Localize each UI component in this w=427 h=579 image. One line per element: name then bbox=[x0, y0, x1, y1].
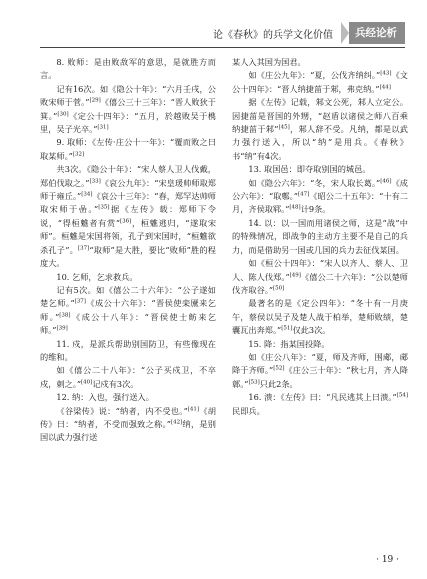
body-columns bbox=[40, 56, 408, 548]
paragraph-text: 《文公十四年》：“晋人纳捷菑于邾，弗克纳。” bbox=[232, 70, 408, 94]
footnote-ref: [46] bbox=[380, 177, 392, 184]
paragraph bbox=[232, 177, 408, 217]
footnote-ref: [39] bbox=[56, 325, 68, 332]
paragraph-text: 只此2条。 bbox=[259, 378, 298, 389]
paragraph-text: 《庄公三十年》：“秋七月，齐人降鄣。” bbox=[232, 365, 408, 389]
paragraph-text: 如《庄公九年》：“夏，公伐齐纳纠。” bbox=[248, 70, 381, 81]
footnote-ref: [43] bbox=[380, 70, 392, 77]
paragraph-text: 12. 纳：入也，强行送入。 bbox=[56, 392, 154, 403]
paragraph-text: 某人入其国为国君。 bbox=[232, 57, 306, 67]
paragraph bbox=[232, 96, 408, 163]
paragraph bbox=[40, 136, 216, 163]
paragraph-text: ，邾人辞不受。凡纳，都是以武力强行送入，所以“纳”是用兵。《春秋》书“纳”有4次。 bbox=[232, 124, 408, 161]
paragraph bbox=[232, 351, 408, 391]
paragraph-text: 如《隐公六年》：“冬，宋人取长葛。” bbox=[248, 177, 381, 188]
paragraph-text: 民即兵。 bbox=[232, 405, 265, 416]
paragraph bbox=[40, 364, 216, 391]
header-rule bbox=[40, 47, 405, 48]
running-title: 论《春秋》的兵学文化价值 bbox=[213, 29, 333, 41]
footnote-ref: [49] bbox=[289, 271, 301, 278]
footnote-ref: [54] bbox=[396, 392, 408, 399]
paragraph-text: 据《左传》记载，邾文公死，邾人立定公。因捷菑是晋国的外甥，“赵盾以诸侯之师八百乘纳捷菑于邾” bbox=[232, 97, 408, 135]
paragraph bbox=[40, 163, 216, 270]
footnote-ref: [31] bbox=[97, 124, 109, 131]
paragraph-text: 《哀公十三年》：“春，郑罕达帅师取宋师于嵒。” bbox=[40, 191, 216, 215]
paragraph-text: 仅此3次。 bbox=[292, 325, 331, 336]
paragraph-text: 如《桓公十四年》：“宋人以齐人、蔡人、卫人、陈人伐郑。” bbox=[232, 258, 408, 282]
paragraph bbox=[40, 83, 216, 137]
footnote-ref: [32] bbox=[72, 151, 85, 158]
paragraph-text: 10. 乞师，乞求救兵。 bbox=[56, 271, 138, 282]
paragraph-text: 据《左传》载：郑师下令说，“得桓魋者有赏” bbox=[40, 204, 216, 228]
paragraph-text: 《成公十六年》：“晋侯使栾黡来乞师。” bbox=[40, 298, 216, 322]
paragraph-text: 《成公六年》：“取鄟。” bbox=[232, 177, 408, 202]
paragraph bbox=[232, 257, 408, 297]
paragraph bbox=[232, 391, 408, 418]
footnote-ref: [34] bbox=[81, 191, 93, 198]
paragraph-text: “取师”是大胜，要比“败师”胜的程度大。 bbox=[40, 244, 216, 269]
paragraph-text: 11. 戍，是派兵帮助别国防卫，有些像现在的维和。 bbox=[40, 338, 216, 362]
paragraph-text: 15. 降：指某国投降。 bbox=[248, 338, 330, 349]
footnote-ref: [40] bbox=[81, 379, 93, 386]
paragraph bbox=[232, 297, 408, 337]
paragraph-text: 8. 败师：是由败敌军的意思，是就胜方而言。 bbox=[40, 57, 216, 81]
footnote-ref: [44] bbox=[379, 84, 391, 91]
paragraph bbox=[232, 163, 408, 176]
paragraph bbox=[232, 56, 408, 69]
paragraph-text: 如《僖公二十八年》：“公子买戍卫，不卒戍，刺之。” bbox=[40, 365, 216, 389]
paragraph-text: 13. 取国邑：即夺取别国的城邑。 bbox=[248, 164, 371, 175]
paragraph-text: 14. 以：以一国而用诸侯之师，这是“战”中的特殊情况，即战争的主动方主要不是自己的兵力，而是借助另一国或几国的兵力去征伐某国。 bbox=[232, 217, 408, 255]
footnote-ref: [35] bbox=[98, 204, 110, 211]
paragraph-text: 《成公十八年》：“晋侯使士鲂来乞师。” bbox=[40, 311, 216, 336]
footnote-ref: [47] bbox=[297, 191, 310, 198]
paragraph-text: 《谷梁传》说：“纳者，内不受也。” bbox=[56, 405, 188, 416]
paragraph-text: 《僖公三十三年》：“晋人败狄于箕。” bbox=[40, 97, 216, 121]
paragraph bbox=[40, 391, 216, 404]
paragraph-text: 记有5次。如《僖公二十六年》：“公子遂如楚乞师。” bbox=[40, 284, 216, 309]
left-column bbox=[40, 56, 216, 548]
paragraph-text: 《昭公二十五年》：“十有二月，齐侯取郓。” bbox=[232, 191, 408, 215]
footnote-ref: [37] bbox=[78, 244, 90, 251]
paragraph-text: 计9条。 bbox=[300, 204, 331, 215]
paragraph-text: 9. 取师：《左传·庄公十一年》：“覆而败之曰取某师。” bbox=[40, 137, 216, 161]
paragraph-text: 《定公十四年》：“五月，於越败吴于槜里，吴子光卒。” bbox=[40, 110, 216, 135]
footnote-ref: [37] bbox=[74, 298, 86, 305]
footnote-ref: [33] bbox=[89, 177, 101, 184]
paragraph-text: 《胡传》曰：“纳者，不受而强致之称。” bbox=[40, 405, 216, 429]
paragraph bbox=[40, 271, 216, 284]
paragraph bbox=[40, 56, 216, 83]
footnote-ref: [52] bbox=[273, 365, 285, 372]
section-tab: 兵经论析 bbox=[349, 22, 405, 44]
paragraph-text: 《僖公二十六年》：“公以楚师伐齐取谷。” bbox=[232, 271, 408, 295]
paragraph-text: 记戍有3次。 bbox=[92, 378, 139, 389]
paragraph bbox=[40, 338, 216, 365]
paragraph-text: 如《庄公八年》：“夏，师及齐师，围郕，郕降于齐师。” bbox=[232, 351, 408, 376]
header-separator bbox=[341, 22, 349, 44]
footnote-ref: [36] bbox=[120, 218, 132, 225]
paragraph bbox=[232, 338, 408, 351]
footnote-ref: [38] bbox=[59, 311, 71, 318]
paragraph bbox=[40, 284, 216, 338]
right-column bbox=[232, 56, 408, 548]
paragraph-text: 共3次。《隐公十年》：“宋人蔡人卫人伐戴，郑伯伐取之。” bbox=[40, 164, 216, 188]
footnote-ref: [29] bbox=[89, 97, 101, 104]
page-number: · 19 · bbox=[376, 555, 399, 565]
paragraph bbox=[40, 405, 216, 445]
paragraph-text: 16. 溃：《左传》曰：“凡民逃其上曰溃。” bbox=[248, 392, 397, 403]
footnote-ref: [30] bbox=[57, 110, 69, 117]
footnote-ref: [50] bbox=[273, 285, 285, 292]
footnote-ref: [48] bbox=[289, 204, 301, 211]
footnote-ref: [53] bbox=[248, 379, 260, 386]
running-header bbox=[40, 22, 405, 44]
paragraph-text: ，桓魋逃归，“遂取宋师”。桓魋是宋国将领，孔子到宋国时，“桓魋欲杀孔子”。 bbox=[40, 217, 216, 255]
footnote-ref: [45] bbox=[278, 124, 290, 131]
paragraph-text: 《哀公九年》：“宋皇瑗帅师取郑师于雍丘。” bbox=[40, 177, 216, 202]
footnote-ref: [51] bbox=[281, 325, 293, 332]
footnote-ref: [42] bbox=[170, 419, 183, 426]
paragraph-text: 最著名的是《定公四年》：“冬十有一月庚午，蔡侯以吴子及楚人战于柏举，楚师败绩，楚囊瓦出奔郑。” bbox=[232, 298, 408, 336]
footnote-ref: [41] bbox=[187, 405, 200, 412]
paragraph-text: 记有16次。如《隐公十年》：“六月壬戌，公败宋师于菅。” bbox=[40, 83, 216, 108]
paragraph bbox=[232, 217, 408, 257]
paragraph-text: 纳，是别国以武力强行送 bbox=[40, 418, 216, 443]
paragraph bbox=[232, 69, 408, 96]
